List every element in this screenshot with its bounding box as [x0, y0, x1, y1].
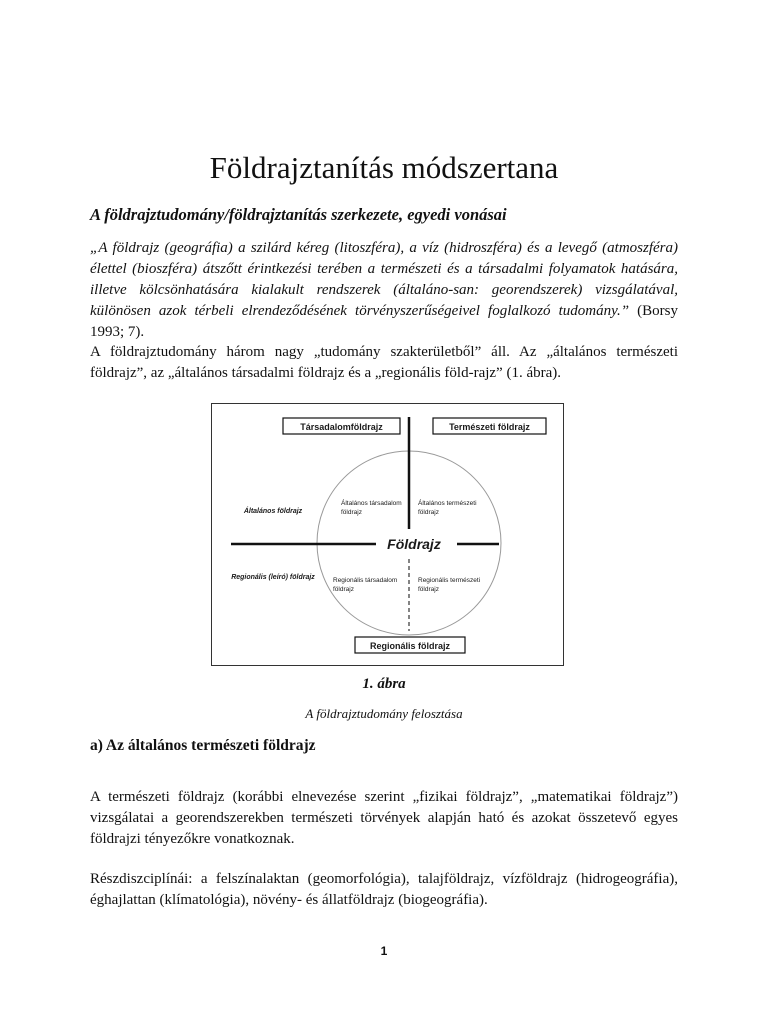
figure-frame: [212, 404, 564, 666]
box-regionalis-foldrajz-label: Regionális földrajz: [369, 641, 451, 651]
quadrant-top-left-line2: földrajz: [341, 509, 362, 516]
intro-paragraph: A földrajztudomány három nagy „tudomány szakterületből” áll. Az „általános természeti földrajz”, az „általános társadalmi földrajz és a „regionális föld-rajz” (1. ábra).: [90, 344, 678, 381]
quote-paragraph: [90, 238, 678, 343]
box-tarsadalomfoldrajz-label: Társadalomföldrajz: [300, 422, 383, 432]
figure-diagram: [211, 403, 564, 666]
box-termeszeti-foldrajz-label: Természeti földrajz: [449, 422, 530, 432]
section-heading-a: a) Az általános természeti földrajz: [90, 737, 316, 754]
center-label-foldrajz: Földrajz: [387, 536, 441, 552]
figure-label: 1. ábra: [362, 676, 406, 692]
quadrant-bottom-right-line1: Regionális természeti: [418, 577, 481, 584]
quadrant-bottom-left-line2: földrajz: [333, 586, 354, 593]
paragraph-termeszeti: A természeti földrajz (korábbi elnevezése szerint „fizikai földrajz”, „matematikai földrajz”) vizsgálatai a georendszerekben természeti törvények alapján ható és azokat összetevő egyes földrajzi tényezőkre vonatkoznak.: [90, 789, 678, 847]
quadrant-top-right-line2: földrajz: [418, 509, 439, 516]
paragraph-reszdiszciplinak: Részdiszciplínái: a felszínalaktan (geomorfológia), talajföldrajz, vízföldrajz (hidrogeográfia), éghajlattan (klímatológia), növény- és állatföldrajz (biogeográfia).: [90, 871, 678, 908]
quadrant-bottom-right-line2: földrajz: [418, 586, 439, 593]
section-subtitle: A földrajztudomány/földrajztanítás szerkezete, egyedi vonásai: [90, 205, 507, 224]
quadrant-top-left-line1: Általános társadalom: [341, 500, 402, 507]
quadrant-top-right-line1: Általános természeti: [418, 500, 477, 507]
quadrant-bottom-left-line1: Regionális társadalom: [333, 577, 398, 584]
page-number: 1: [380, 944, 388, 958]
figure-caption: A földrajztudomány felosztása: [305, 706, 463, 721]
quote-text: „A földrajz (geográfia) a szilárd kéreg (litoszféra), a víz (hidroszféra) és a levegő (atmoszféra) élettel (bioszféra) átszőtt érintkezési terében a természeti és a társadalmi folyamatok hatására, illetve kölcsönhatására kialakult rendszerek (általáno-san: georendszerek) vizsgálatával, különösen azok térbeli elrendeződésének törvényszerűségeivel foglalkozó tudomány.”: [90, 240, 678, 319]
page-title: Földrajztanítás módszertana: [209, 150, 559, 185]
left-label-regionalis: Regionális (leíró) földrajz: [231, 574, 315, 581]
quote-citation: (Borsy 1993; 7).: [90, 303, 678, 340]
left-label-altalanos: Általános földrajz: [243, 508, 303, 515]
